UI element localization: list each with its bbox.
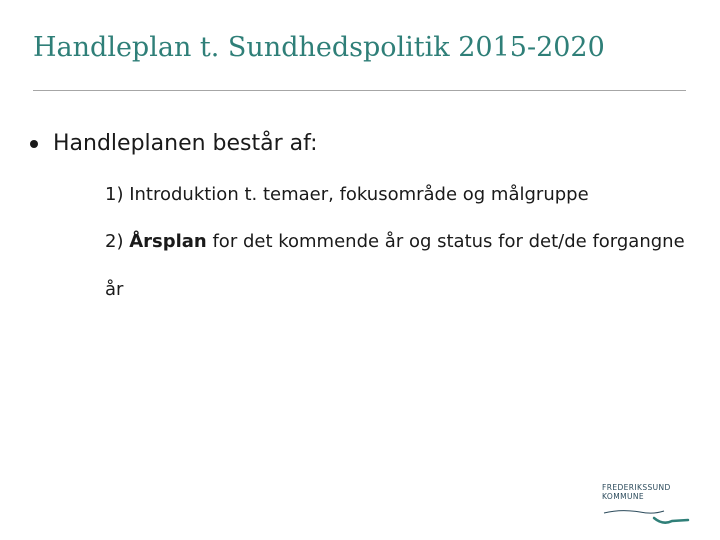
slide-title: Handleplan t. Sundhedspolitik 2015-2020 [33,32,605,63]
frederikssund-kommune-logo [602,483,692,527]
bullet-dot-icon [30,140,38,148]
sub-item-2-suffix: for det kommende år og status for det/de forgangne år [105,231,685,300]
bullet-text: Handleplanen består af: [53,131,318,156]
sub-item-2-prefix: 2) [105,231,130,252]
wave-icon [602,503,692,527]
sub-item-2-bold: Årsplan [129,231,207,252]
sub-item-1: 1) Introduktion t. temaer, fokusområde og målgruppe [105,184,589,205]
sub-item-2 [105,218,695,314]
title-divider [33,90,686,91]
logo-line-2: KOMMUNE [602,492,644,501]
bullet-item [30,128,318,160]
logo-line-1: FREDERIKSSUND [602,483,671,492]
